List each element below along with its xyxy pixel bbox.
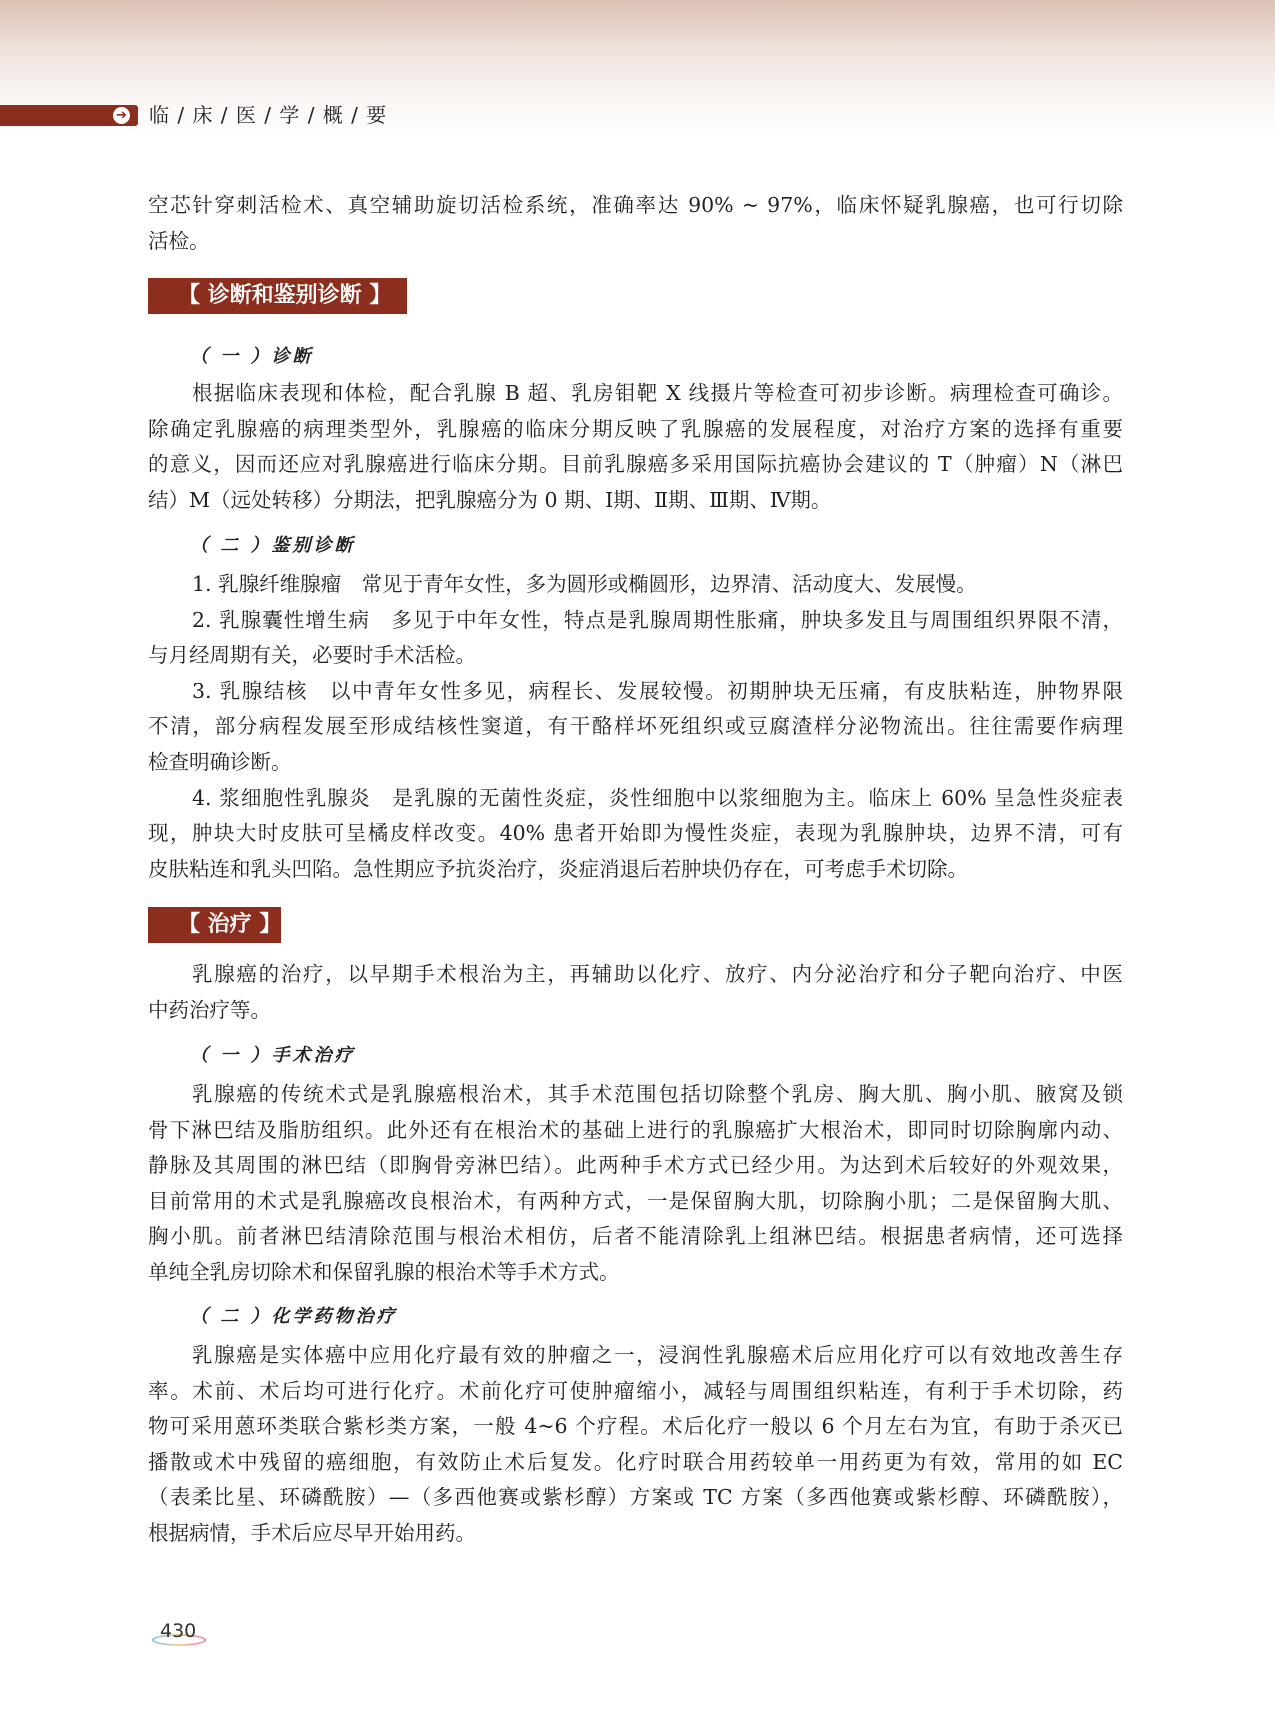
subheading-differential: （ 二 ）鉴别诊断 [190, 535, 356, 556]
text-line: 中药治疗等。 [148, 997, 271, 1022]
chemotherapy-paragraph [148, 1338, 1123, 1552]
text-line: 目前常用的术式是乳腺癌改良根治术，有两种方式，一是保留胸大肌，切除胸小肌；二是保留胸大肌、 [148, 1188, 1123, 1213]
section-heading-treatment: 【 治疗 】 [148, 907, 281, 943]
text-line: 4. 浆细胞性乳腺炎 是乳腺的无菌性炎症，炎性细胞中以浆细胞为主。临床上 60% 呈急性炎症表 [192, 785, 1123, 810]
subheading-diagnosis: （ 一 ）诊断 [190, 346, 314, 367]
text-line: 不清，部分病程发展至形成结核性窦道，有干酪样坏死组织或豆腐渣样分泌物流出。往往需要作病理 [148, 714, 1123, 739]
treatment-intro-paragraph [148, 957, 1123, 1028]
section-heading-diagnosis: 【 诊断和鉴别诊断 】 [148, 278, 407, 314]
text-line: 1. 乳腺纤维腺瘤 常见于青年女性，多为圆形或椭圆形，边界清、活动度大、发展慢。 [192, 572, 977, 596]
text-line: 物可采用蒽环类联合紫杉类方案，一般 4~6 个疗程。术后化疗一般以 6 个月左右为宜，有助于杀灭已 [148, 1414, 1123, 1439]
text-line: 根据病情，手术后应尽早开始用药。 [148, 1520, 476, 1545]
text-line: 结）M（远处转移）分期法，把乳腺癌分为 0 期、Ⅰ期、Ⅱ期、Ⅲ期、Ⅳ期。 [148, 487, 832, 512]
list-item [148, 674, 1123, 781]
diagnosis-paragraph [148, 376, 1123, 518]
text-line: 率。术前、术后均可进行化疗。术前化疗可使肿瘤缩小，减轻与周围组织粘连，有利于手术切除，药 [148, 1378, 1123, 1403]
text-line: 除确定乳腺癌的病理类型外，乳腺癌的临床分期反映了乳腺癌的发展程度，对治疗方案的选择有重要 [148, 416, 1123, 441]
text-line: 的意义，因而还应对乳腺癌进行临床分期。目前乳腺癌多采用国际抗癌协会建议的 T（肿瘤）N（淋巴 [148, 452, 1123, 477]
arrow-right-circle-icon: ➔ [113, 107, 130, 124]
subheading-surgery: （ 一 ）手术治疗 [190, 1045, 356, 1066]
text-line: 与月经周期有关，必要时手术活检。 [148, 643, 476, 668]
text-line: 静脉及其周围的淋巴结（即胸骨旁淋巴结）。此两种手术方式已经少用。为达到术后较好的外观效果， [148, 1153, 1123, 1178]
page-number [152, 1620, 202, 1648]
text-line: 2. 乳腺囊性增生病 多见于中年女性，特点是乳腺周期性胀痛，肿块多发且与周围组织界限不清， [192, 607, 1123, 632]
list-item [148, 781, 1123, 888]
text-line: 乳腺癌是实体癌中应用化疗最有效的肿瘤之一，浸润性乳腺癌术后应用化疗可以有效地改善生存 [192, 1343, 1123, 1367]
list-item [148, 603, 1123, 674]
text-line: 3. 乳腺结核 以中青年女性多见，病程长、发展较慢。初期肿块无压痛，有皮肤粘连，肿物界限 [192, 678, 1123, 703]
text-line: 骨下淋巴结及脂肪组织。此外还有在根治术的基础上进行的乳腺癌扩大根治术，即同时切除胸廓内动、 [148, 1117, 1123, 1142]
text-line: 现，肿块大时皮肤可呈橘皮样改变。40% 患者开始即为慢性炎症，表现为乳腺肿块，边界不清，可有 [148, 821, 1123, 846]
text-line: 皮肤粘连和乳头凹陷。急性期应予抗炎治疗，炎症消退后若肿块仍存在，可考虑手术切除。 [148, 856, 968, 881]
text-line: 单纯全乳房切除术和保留乳腺的根治术等手术方式。 [148, 1259, 620, 1284]
subheading-chemotherapy: （ 二 ）化学药物治疗 [190, 1306, 398, 1327]
text-line: 乳腺癌的传统术式是乳腺癌根治术，其手术范围包括切除整个乳房、胸大肌、胸小肌、腋窝及锁 [192, 1082, 1123, 1106]
intro-paragraph [148, 188, 1123, 259]
text-line: 胸小肌。前者淋巴结清除范围与根治术相仿，后者不能清除乳上组淋巴结。根据患者病情，还可选择 [148, 1224, 1123, 1249]
differential-list [148, 567, 1123, 887]
text-line: （表柔比星、环磷酰胺）—（多西他赛或紫杉醇）方案或 TC 方案（多西他赛或紫杉醇、环磷酰胺）， [148, 1485, 1123, 1510]
list-item [148, 567, 1123, 603]
text-line: 乳腺癌的治疗，以早期手术根治为主，再辅助以化疗、放疗、内分泌治疗和分子靶向治疗、中医 [192, 962, 1123, 986]
text-line: 播散或术中残留的癌细胞，有效防止术后复发。化疗时联合用药较单一用药更为有效，常用的如 EC [148, 1449, 1123, 1474]
text-line: 检查明确诊断。 [148, 749, 292, 774]
text-line: 空芯针穿刺活检术、真空辅助旋切活检系统，准确率达 90% ~ 97%，临床怀疑乳腺癌，也可行切除 [148, 193, 1123, 217]
surgery-paragraph [148, 1077, 1123, 1291]
text-line: 根据临床表现和体检，配合乳腺 B 超、乳房钼靶 X 线摄片等检查可初步诊断。病理检查可确诊。 [192, 381, 1123, 405]
header-bar [0, 105, 138, 126]
book-title: 临 / 床 / 医 / 学 / 概 / 要 [149, 103, 388, 127]
page-number-text: 430 [160, 1620, 197, 1642]
text-line: 活检。 [148, 228, 210, 253]
